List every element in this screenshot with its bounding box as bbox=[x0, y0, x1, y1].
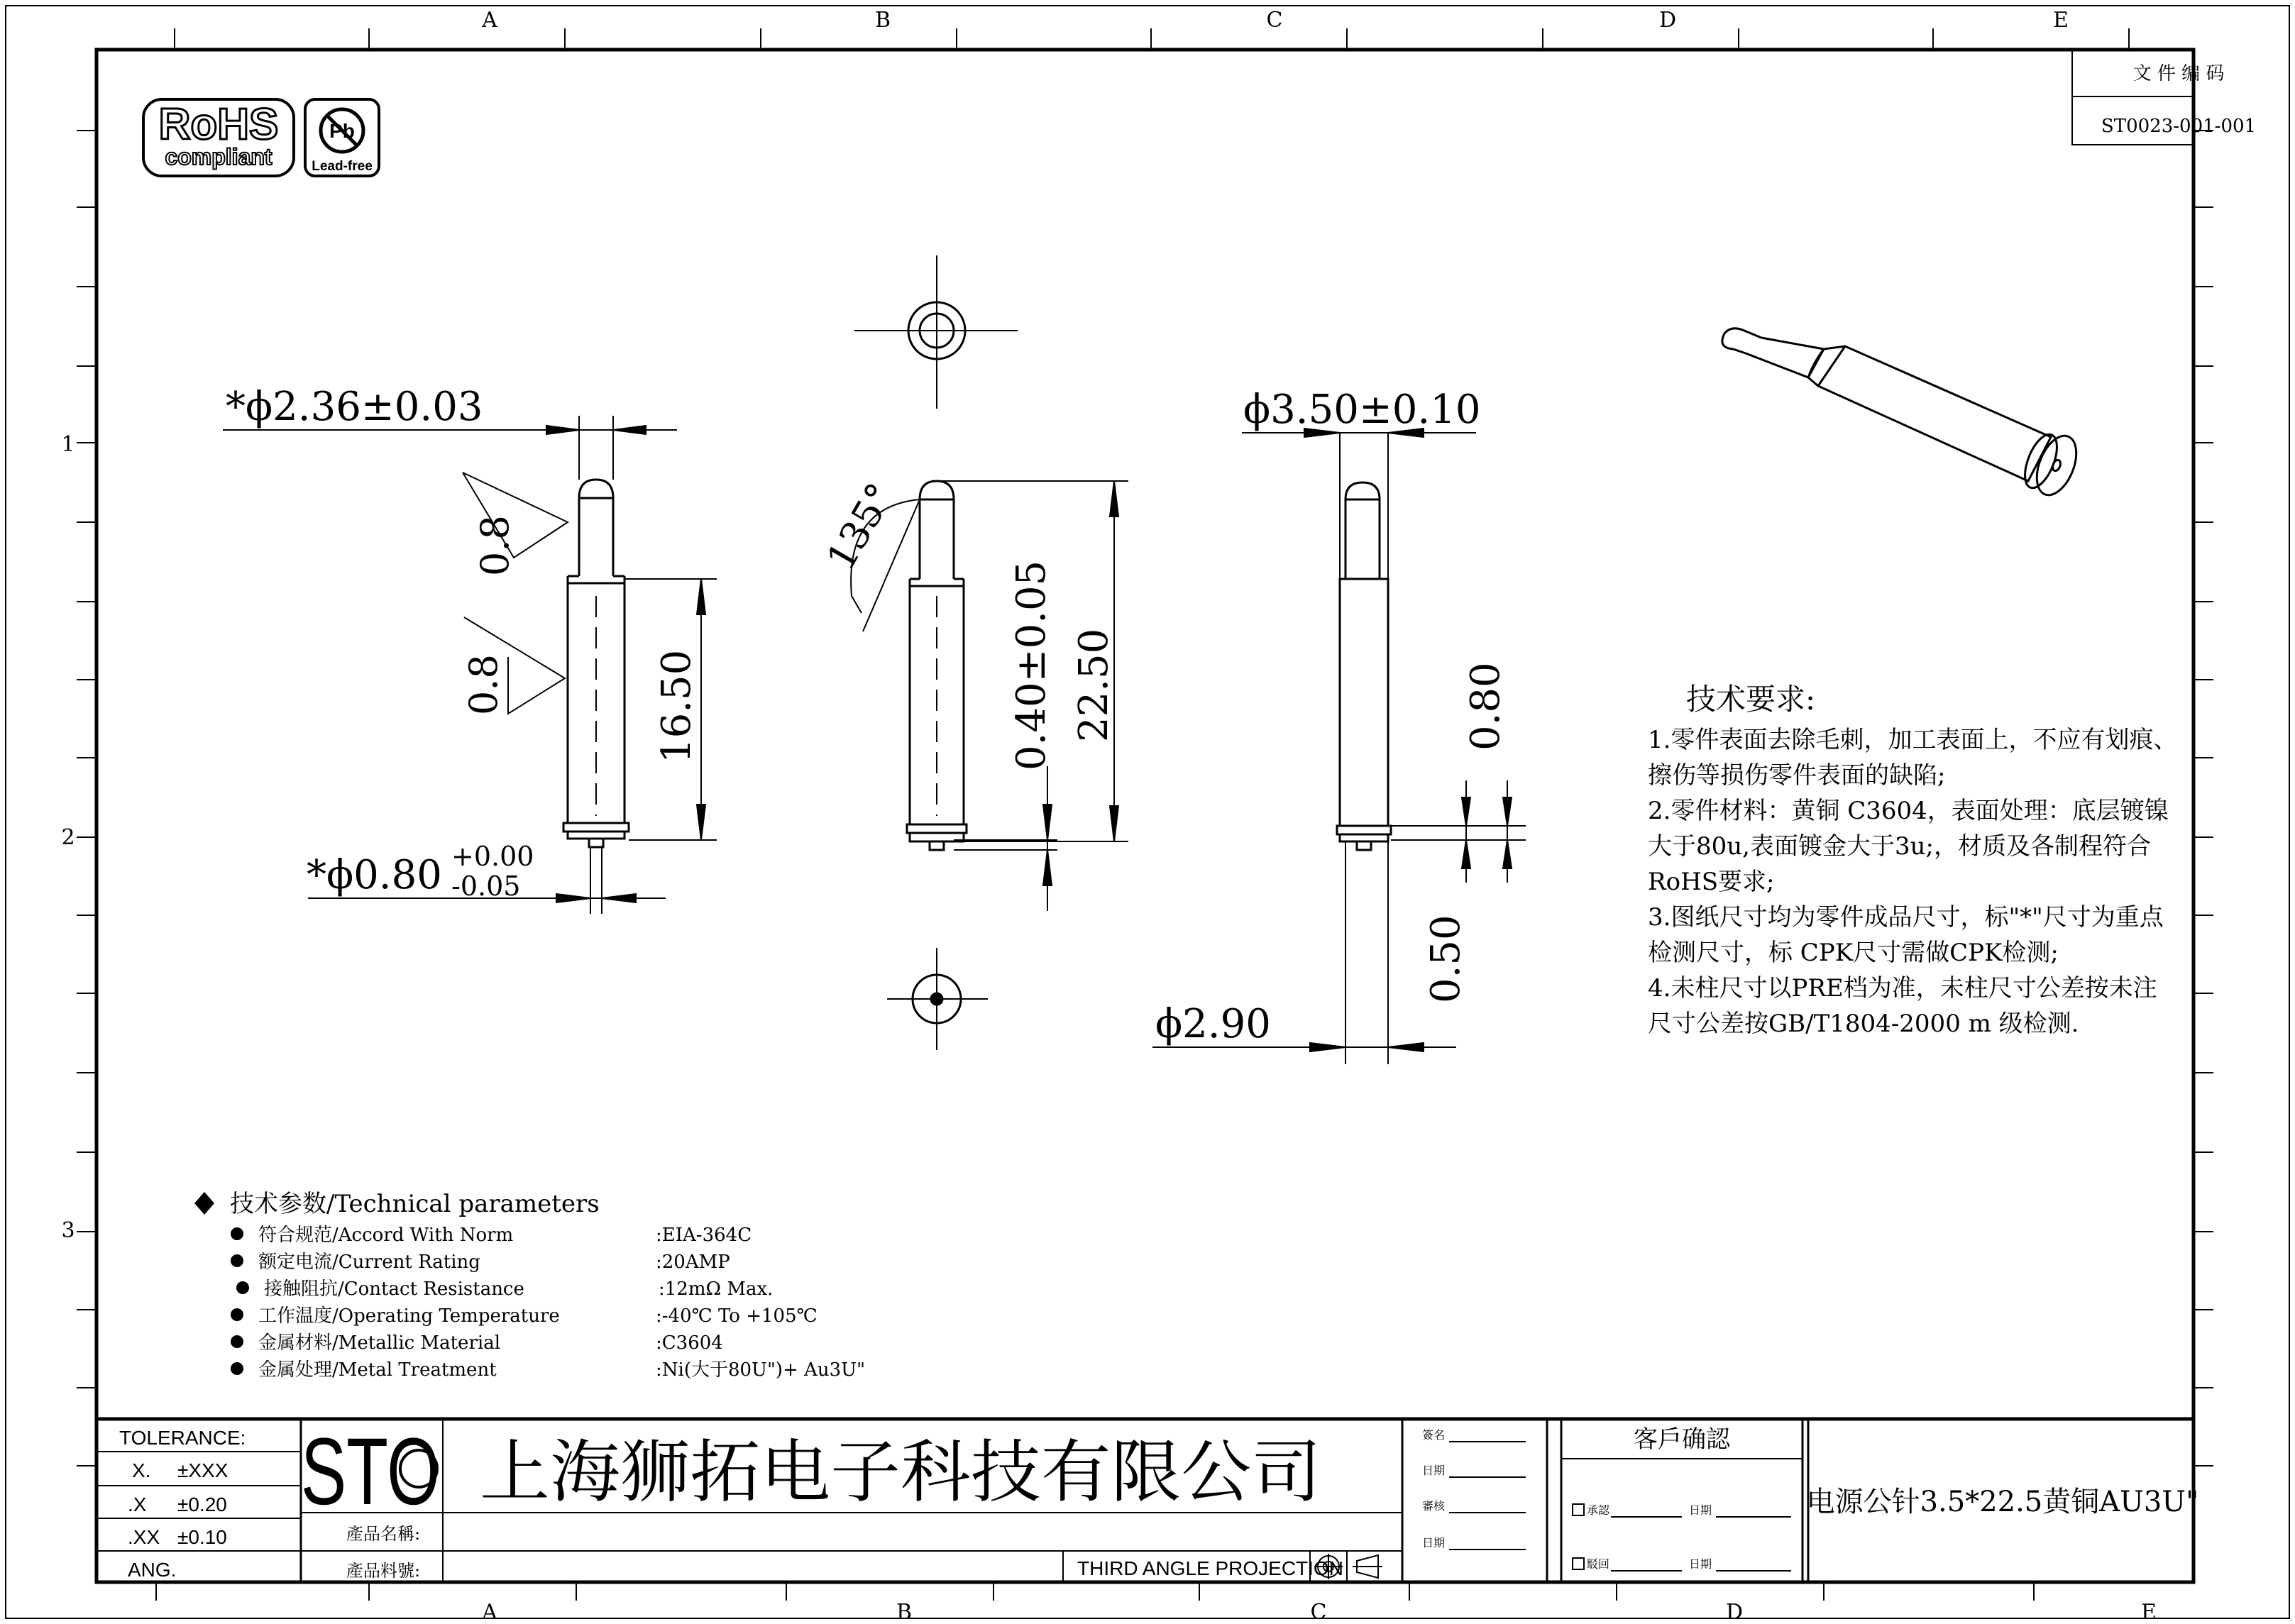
dim-236-label: *ϕ2.36±0.03 bbox=[226, 384, 483, 430]
param-label-3: 接触阻抗/Contact Resistance bbox=[264, 1278, 524, 1300]
zone-col-b-top: B bbox=[874, 8, 891, 33]
bullet-icon bbox=[231, 1335, 243, 1348]
dim-350 bbox=[1242, 429, 1476, 579]
zone-col-e-top: E bbox=[2053, 8, 2069, 33]
product-no-label: 產品料號: bbox=[346, 1561, 421, 1581]
requirement-line-1: 1.零件表面去除毛刺，加工表面上，不应有划痕、 bbox=[1648, 726, 2178, 754]
dim-040-label: 0.40±0.05 bbox=[1008, 560, 1055, 770]
lead-free-text: Lead-free bbox=[312, 159, 373, 174]
angle-135-label: 135° bbox=[818, 475, 903, 578]
requirement-line-2: 擦伤等损伤零件表面的缺陷; bbox=[1648, 761, 1946, 790]
company-logo: STO bbox=[301, 1419, 440, 1525]
technical-parameters bbox=[194, 1190, 865, 1381]
zone-col-e-bottom: E bbox=[2141, 1600, 2157, 1624]
roughness-label-1: 0.8 bbox=[473, 515, 517, 576]
product-title: 电源公针3.5*22.5黄铜AU3U" bbox=[1806, 1486, 2199, 1518]
technical-requirements bbox=[1648, 682, 2177, 1038]
tolerance-label: TOLERANCE: bbox=[119, 1427, 246, 1449]
bullet-icon bbox=[231, 1227, 243, 1240]
rohs-compliant-text: compliant bbox=[165, 144, 273, 170]
requirement-line-4: 大于80u,表面镀金大于3u;，材质及各制程符合 bbox=[1648, 832, 2151, 861]
bullet-icon bbox=[231, 1362, 243, 1375]
zone-col-c-bottom: C bbox=[1310, 1600, 1327, 1624]
pb-text: Pb bbox=[329, 120, 355, 142]
tol-val-3: ±0.10 bbox=[177, 1526, 227, 1548]
param-value-6: :Ni(大于80U")+ Au3U" bbox=[656, 1359, 866, 1381]
tolerance-table bbox=[119, 1427, 246, 1581]
ang-label: ANG. bbox=[128, 1559, 177, 1581]
reject-label: 駁回 bbox=[1587, 1557, 1610, 1571]
param-value-3: :12mΩ Max. bbox=[659, 1278, 774, 1300]
bullet-icon bbox=[231, 1308, 243, 1321]
zone-row-3: 3 bbox=[61, 1218, 75, 1243]
tol-key-3: .XX bbox=[128, 1526, 160, 1548]
zone-row-2: 2 bbox=[61, 825, 75, 850]
zone-col-d-bottom: D bbox=[1725, 1600, 1744, 1624]
requirement-line-5: RoHS要求; bbox=[1648, 868, 1775, 896]
sign-label-3: 審核 bbox=[1422, 1499, 1446, 1513]
zone-col-b-bottom: B bbox=[896, 1600, 913, 1624]
tol-key-2: .X bbox=[128, 1493, 147, 1515]
requirement-line-7: 检测尺寸，标 CPK尺寸需做CPK检测; bbox=[1648, 939, 2059, 967]
param-value-1: :EIA-364C bbox=[656, 1225, 752, 1246]
dim-080-right bbox=[1391, 780, 1526, 883]
lead-free-logo bbox=[305, 99, 379, 176]
param-label-1: 符合规范/Accord With Norm bbox=[258, 1225, 514, 1246]
doc-code-value: ST0023-001-001 bbox=[2101, 116, 2257, 137]
dim-080-right-label: 0.80 bbox=[1463, 662, 1509, 751]
param-label-4: 工作温度/Operating Temperature bbox=[258, 1305, 560, 1327]
reject-checkbox[interactable] bbox=[1573, 1558, 1584, 1569]
rohs-logo bbox=[143, 99, 294, 176]
reject-date-label: 日期 bbox=[1689, 1557, 1712, 1571]
product-name-label: 產品名稱: bbox=[346, 1524, 421, 1544]
sign-label-1: 簽名 bbox=[1422, 1428, 1446, 1442]
roughness-label-2: 0.8 bbox=[461, 654, 506, 715]
doc-code-label: 文 件 编 码 bbox=[2132, 63, 2225, 84]
top-end-view bbox=[854, 255, 1018, 409]
dim-080-minus: -0.05 bbox=[451, 871, 521, 902]
zone-col-c-top: C bbox=[1266, 8, 1283, 33]
tech-params-title: 技术参数/Technical parameters bbox=[230, 1190, 600, 1218]
requirement-line-6: 3.图纸尺寸均为零件成品尺寸，标"*"尺寸为重点 bbox=[1648, 903, 2164, 932]
customer-confirm-area bbox=[1573, 1425, 1791, 1571]
zone-col-a-bottom: A bbox=[482, 1600, 497, 1624]
tol-val-1: ±XXX bbox=[177, 1459, 229, 1481]
doc-code-box bbox=[2072, 50, 2256, 145]
dim-080-plus: +0.00 bbox=[451, 841, 534, 872]
approve-label: 承認 bbox=[1587, 1503, 1610, 1517]
param-label-6: 金属处理/Metal Treatment bbox=[258, 1359, 497, 1381]
approve-checkbox[interactable] bbox=[1573, 1504, 1584, 1515]
right-view-pin bbox=[1337, 482, 1391, 850]
left-view-pin bbox=[563, 480, 629, 914]
tol-key-1: X. bbox=[132, 1459, 151, 1481]
dim-080-main: *ϕ0.80 bbox=[307, 852, 442, 898]
requirement-line-8: 4.未柱尺寸以PRE档为准，未柱尺寸公差按未注 bbox=[1648, 974, 2157, 1002]
projection-label: THIRD ANGLE PROJECTION bbox=[1077, 1557, 1343, 1579]
zone-col-a-top: A bbox=[482, 8, 497, 33]
bullet-icon bbox=[231, 1254, 243, 1267]
dim-350-label: ϕ3.50±0.10 bbox=[1243, 387, 1481, 433]
param-value-5: :C3604 bbox=[656, 1332, 723, 1354]
requirement-line-3: 2.零件材料：黄铜 C3604，表面处理：底层镀镍 bbox=[1648, 797, 2169, 825]
requirement-line-9: 尺寸公差按GB/T1804-2000 m 级检测. bbox=[1648, 1010, 2079, 1038]
tol-val-2: ±0.20 bbox=[177, 1493, 227, 1515]
zone-row-1: 1 bbox=[61, 432, 75, 457]
param-label-2: 额定电流/Current Rating bbox=[258, 1252, 480, 1273]
zone-col-d-top: D bbox=[1658, 8, 1677, 33]
rohs-logo-text: RoHS bbox=[158, 100, 279, 149]
requirements-title: 技术要求: bbox=[1686, 682, 1816, 717]
center-view-pin bbox=[907, 481, 967, 850]
dim-290-label: ϕ2.90 bbox=[1155, 1001, 1271, 1047]
param-label-5: 金属材料/Metallic Material bbox=[258, 1332, 501, 1354]
company-name: 上海狮拓电子科技有限公司 bbox=[480, 1435, 1321, 1510]
bottom-end-view bbox=[887, 948, 988, 1050]
dim-050-label: 0.50 bbox=[1423, 915, 1469, 1003]
param-value-2: :20AMP bbox=[656, 1252, 730, 1273]
dim-2250-label: 22.50 bbox=[1071, 628, 1117, 742]
param-value-4: :-40℃ To +105℃ bbox=[656, 1305, 818, 1327]
dim-1650-label: 16.50 bbox=[654, 649, 700, 763]
isometric-view bbox=[1722, 328, 2084, 501]
bullet-icon bbox=[236, 1281, 249, 1294]
approve-date-label: 日期 bbox=[1689, 1503, 1712, 1517]
customer-confirm-label: 客戶确認 bbox=[1634, 1425, 1730, 1454]
diamond-bullet-icon bbox=[194, 1192, 214, 1215]
signature-area bbox=[1422, 1428, 1526, 1550]
sign-label-4: 日期 bbox=[1422, 1536, 1446, 1550]
dim-040 bbox=[954, 766, 1057, 911]
sign-label-2: 日期 bbox=[1422, 1464, 1446, 1477]
